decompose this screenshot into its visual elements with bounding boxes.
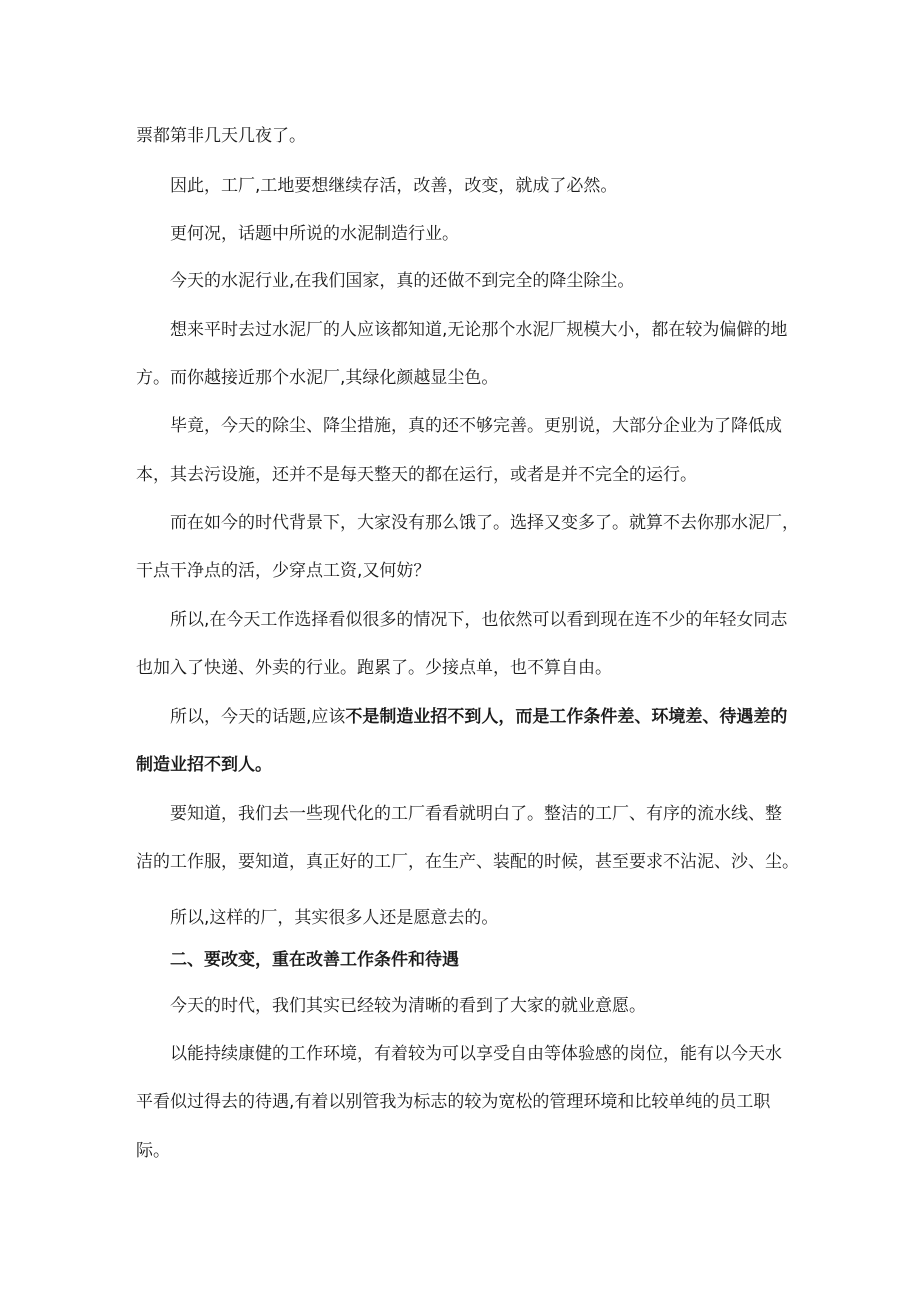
paragraph-line: 毕竟，今天的除尘、降尘措施，真的还不够完善。更别说，大部分企业为了降低成 [170, 416, 782, 436]
paragraph-line: 以能持续康健的工作环境，有着较为可以享受自由等体验感的岗位，能有以今天水 [170, 1044, 782, 1064]
paragraph-line: 洁的工作服，要知道，真正好的工厂，在生产、装配的时候，甚至要求不沾泥、沙、尘。 [136, 852, 799, 872]
paragraph-line: 票都第非几天几夜了。 [136, 126, 306, 146]
emphasis-text: 制造业招不到人。 [136, 755, 272, 775]
paragraph-line: 干点干净点的活，少穿点工资,又何妨？ [136, 561, 431, 581]
paragraph-line: 方。而你越接近那个水泥厂,其绿化颜越显尘色。 [136, 368, 499, 388]
emphasis-text: 不是制造业招不到人，而是工作条件差、环境差、待遇差的 [345, 707, 788, 727]
paragraph-line-mixed [170, 705, 787, 729]
paragraph-line: 要知道，我们去一些现代化的工厂看看就明白了。整洁的工厂、有序的流水线、整 [170, 804, 782, 824]
section-heading: 二、要改变，重在改善工作条件和待遇 [170, 950, 459, 970]
paragraph-line: 本，其去污设施，还并不是每天整天的都在运行，或者是并不完全的运行。 [136, 465, 697, 485]
paragraph-line: 想来平时去过水泥厂的人应该都知道,无论那个水泥厂规模大小，都在较为偏僻的地 [170, 320, 788, 340]
paragraph-line: 因此，工厂,工地要想继续存活，改善，改变，就成了必然。 [170, 176, 618, 196]
paragraph-prefix: 所以，今天的话题,应该 [170, 707, 346, 727]
paragraph-line: 也加入了快递、外卖的行业。跑累了。少接点单，也不算自由。 [136, 658, 612, 678]
paragraph-line: 所以,这样的厂，其实很多人还是愿意去的。 [170, 908, 499, 928]
paragraph-line: 更何况，话题中所说的水泥制造行业。 [170, 224, 459, 244]
paragraph-line: 平看似过得去的待遇,有着以别管我为标志的较为宽松的管理环境和比较单纯的员工职 [136, 1092, 771, 1112]
paragraph-line: 际。 [136, 1141, 170, 1161]
paragraph-line: 而在如今的时代背景下，大家没有那么饿了。选择又变多了。就算不去你那水泥厂， [170, 513, 799, 533]
paragraph-line: 所以,在今天工作选择看似很多的情况下，也依然可以看到现在连不少的年轻女同志 [170, 610, 788, 630]
paragraph-line: 今天的时代，我们其实已经较为清晰的看到了大家的就业意愿。 [170, 996, 646, 1016]
paragraph-line: 今天的水泥行业,在我们国家，真的还做不到完全的降尘除尘。 [170, 271, 635, 291]
